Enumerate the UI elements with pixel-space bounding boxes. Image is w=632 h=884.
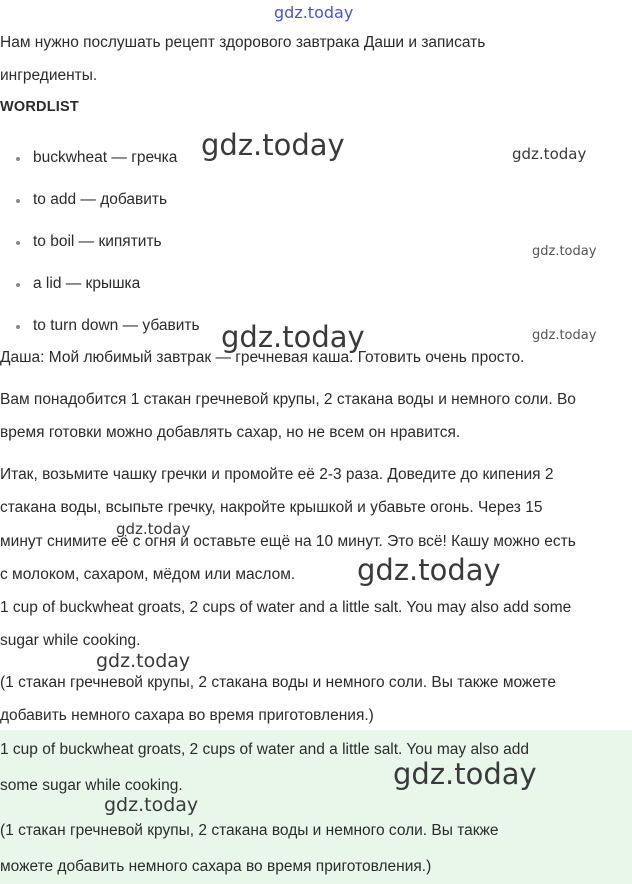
watermark: gdz.today (104, 794, 199, 816)
method-line-4: с молоком, сахаром, мёдом или маслом. (0, 566, 296, 583)
watermark: gdz.today (532, 328, 597, 343)
task-line-1: Нам нужно послушать рецепт здорового завтрака Даши и записать (0, 34, 486, 51)
answer2-ru-line-2: можете добавить немного сахара во время приготовления.) (0, 858, 432, 875)
method-line-2: стакана воды, всыпьте гречку, накройте крышкой и убавьте огонь. Через 15 (0, 499, 543, 516)
answer1-en-line-2: sugar while cooking. (0, 632, 141, 649)
answer1-ru-line-1: (1 стакан гречневой крупы, 2 стакана воды и немного соли. Вы также можете (0, 674, 556, 691)
wordlist-item: to add — добавить (33, 191, 168, 208)
method-line-1: Итак, возьмите чашку гречки и промойте её 2-3 раза. Доведите до кипения 2 (0, 466, 554, 483)
watermark-top: gdz.today (274, 3, 354, 22)
watermark: gdz.today (116, 520, 191, 538)
watermark: gdz.today (512, 145, 587, 163)
wordlist-item: to boil — кипятить (33, 233, 162, 250)
watermark: gdz.today (357, 553, 501, 587)
answer2-ru-line-1: (1 стакан гречневой крупы, 2 стакана воды и немного соли. Вы также (0, 822, 499, 839)
bullet-dot (16, 325, 20, 329)
answer1-en-line-1: 1 cup of buckwheat groats, 2 cups of water and a little salt. You may also add some (0, 599, 572, 616)
watermark: gdz.today (393, 757, 537, 791)
watermark: gdz.today (96, 650, 191, 672)
bullet-dot (16, 283, 20, 287)
method-line-3: минут снимите её с огня и оставьте ещё на 10 минут. Это всё! Кашу можно есть (0, 533, 576, 550)
answer2-en-line-1: 1 cup of buckwheat groats, 2 cups of water and a little salt. You may also add (0, 741, 530, 758)
wordlist-title: WORDLIST (0, 99, 79, 115)
wordlist-item: buckwheat — гречка (33, 149, 178, 166)
watermark: gdz.today (532, 244, 597, 259)
bullet-dot (16, 157, 20, 161)
bullet-dot (16, 199, 20, 203)
watermark: gdz.today (221, 320, 365, 354)
watermark: gdz.today (201, 128, 345, 162)
bullet-dot (16, 241, 20, 245)
ingredients-line-2: время готовки можно добавлять сахар, но не всем он нравится. (0, 424, 461, 441)
answer2-en-line-2: some sugar while cooking. (0, 777, 183, 794)
wordlist-item: a lid — крышка (33, 275, 141, 292)
task-line-2: ингредиенты. (0, 67, 98, 84)
dasha-paragraph: Даша: Мой любимый завтрак — гречневая каша. Готовить очень просто. (0, 349, 525, 366)
wordlist-item: to turn down — убавить (33, 317, 200, 334)
answer1-ru-line-2: добавить немного сахара во время приготовления.) (0, 707, 374, 724)
ingredients-line-1: Вам понадобится 1 стакан гречневой крупы, 2 стакана воды и немного соли. Во (0, 391, 576, 408)
